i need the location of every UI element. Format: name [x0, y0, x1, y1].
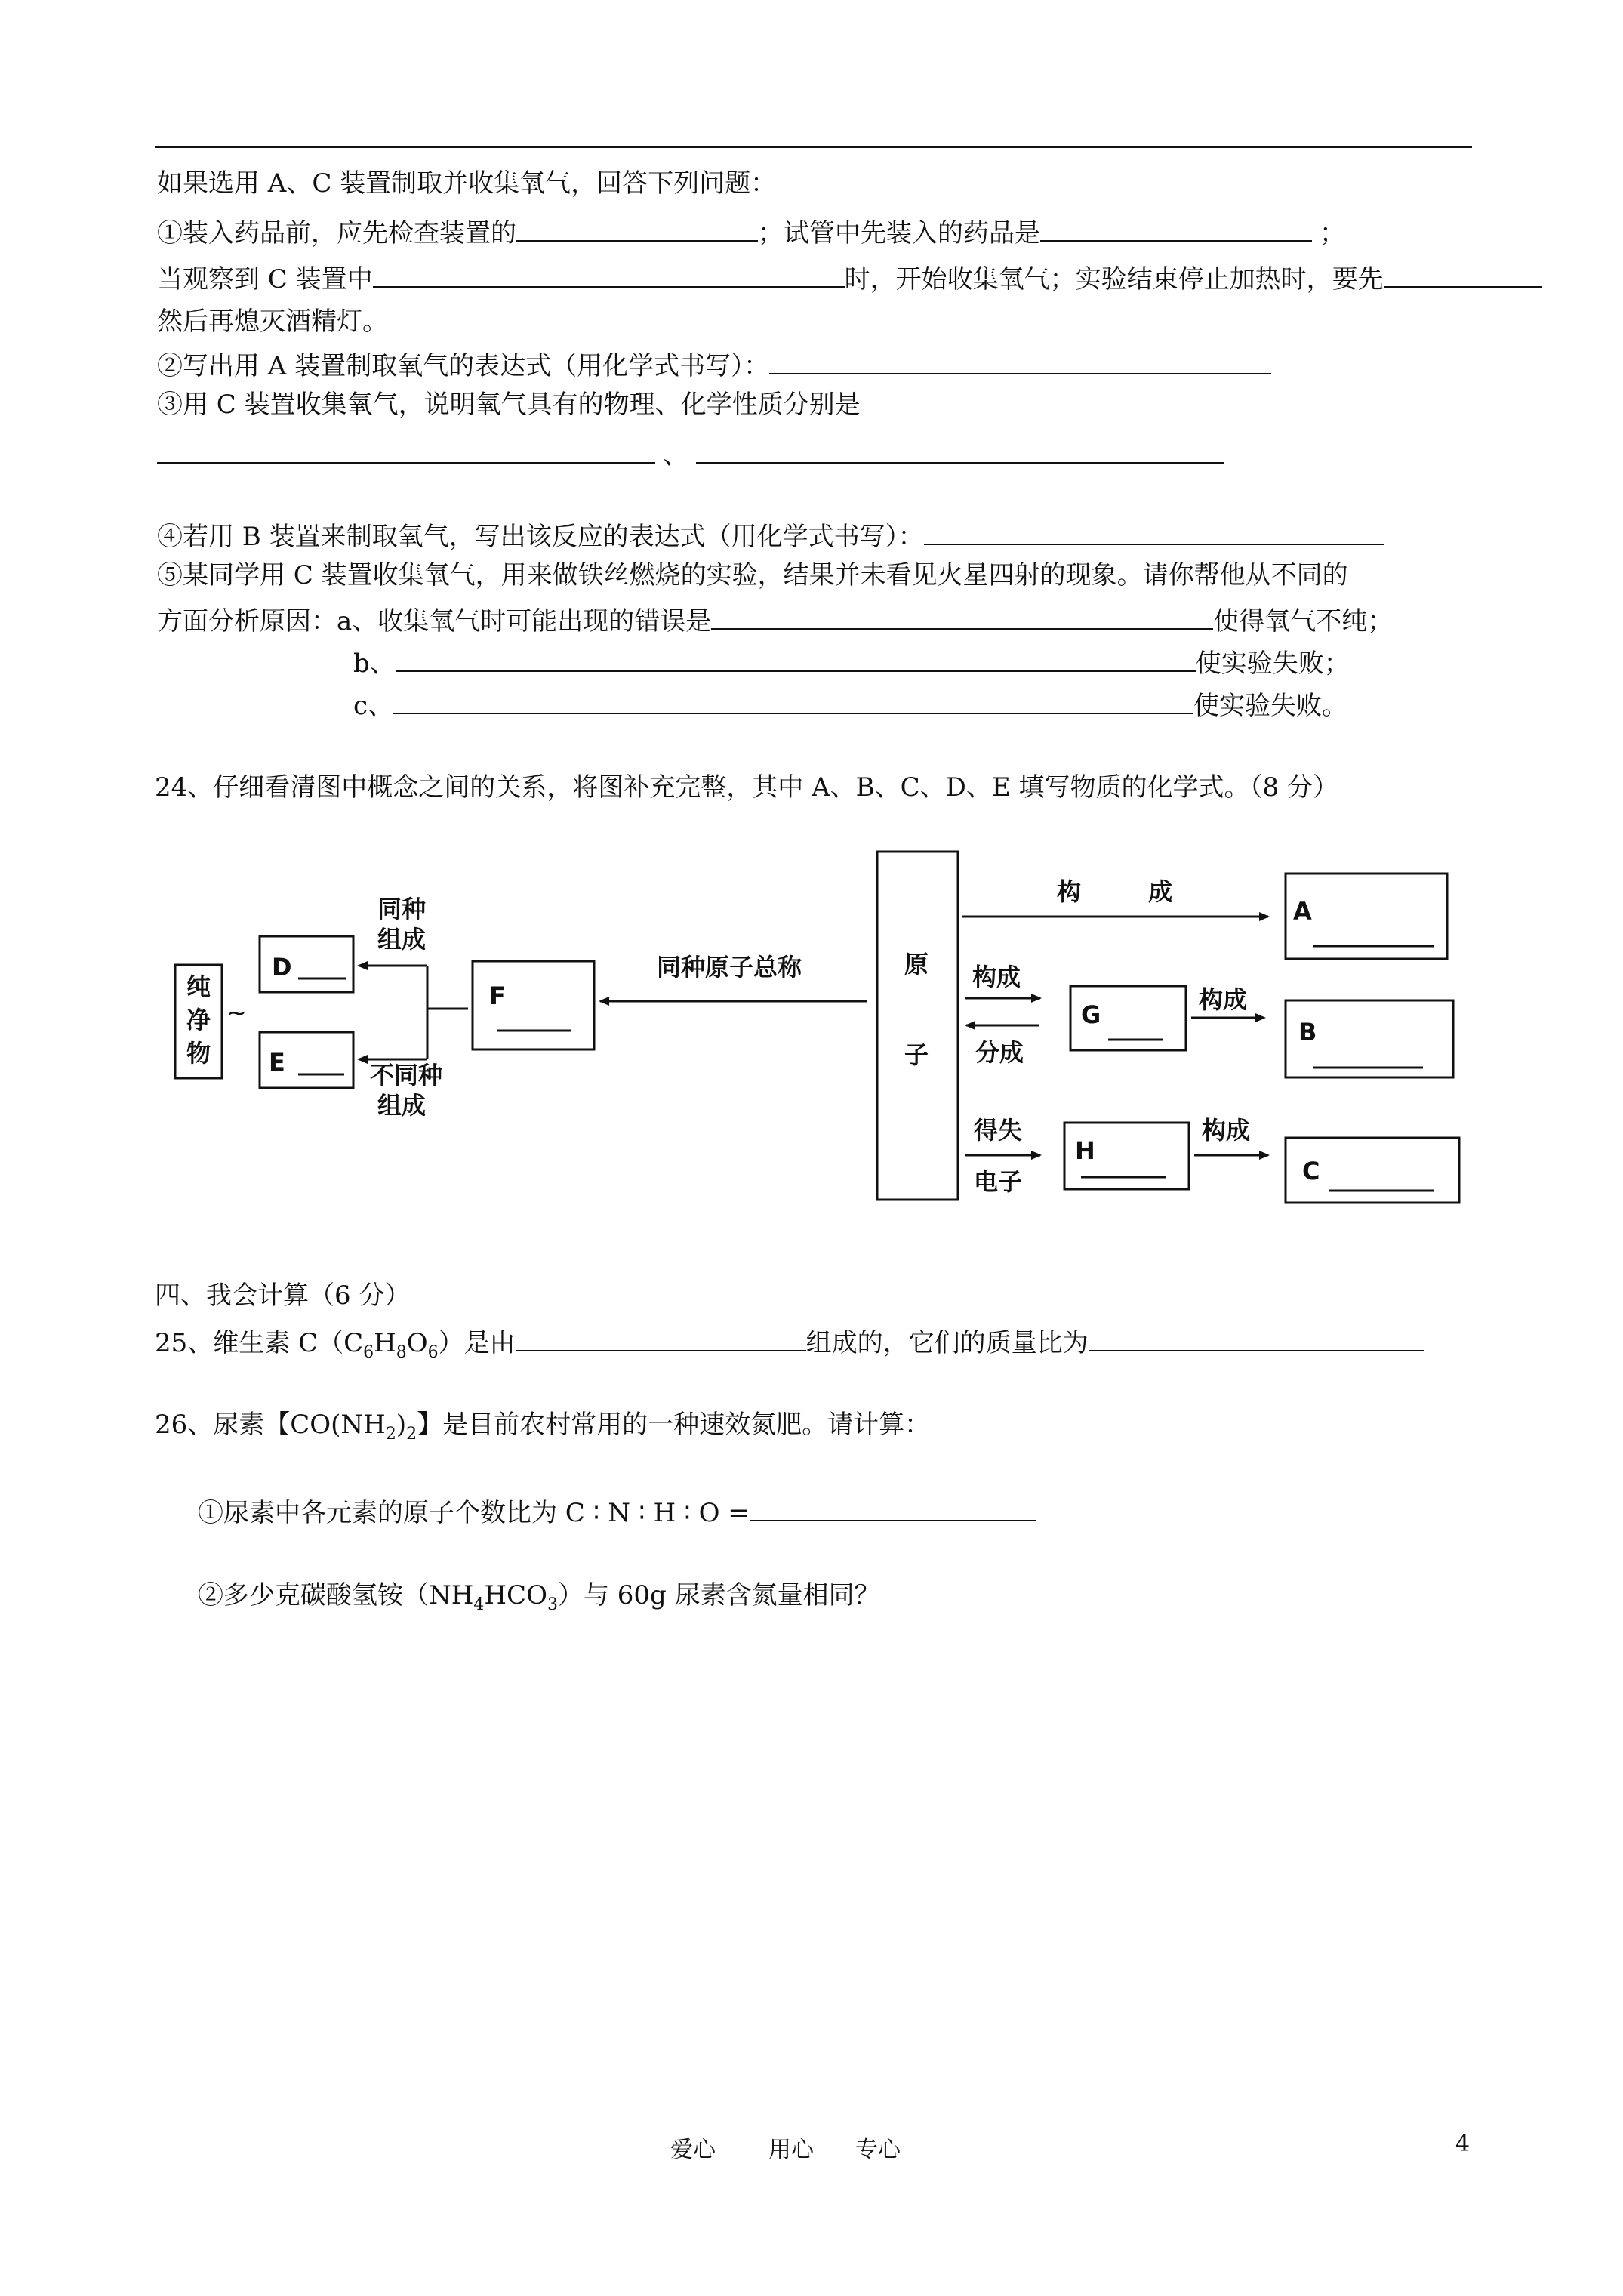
diff-kind-bottom: 组成: [377, 1091, 427, 1120]
label-f: F: [489, 982, 506, 1010]
label-d: D: [272, 953, 292, 982]
atom-bottom: 子: [904, 1040, 929, 1069]
page-number: 4: [1455, 2131, 1471, 2157]
diff-kind-top: 不同种: [370, 1061, 443, 1089]
q24-title: 24、仔细看清图中概念之间的关系，将图补充完整，其中 A、B、C、D、E 填写物质的化学式。（8 分）: [155, 772, 1338, 803]
label-c: C: [1302, 1157, 1320, 1185]
label-b: B: [1298, 1018, 1317, 1046]
compose-to-c-label: 构成: [1202, 1116, 1251, 1145]
q25: 25、维生素 $C(C_6H_8O_6)$是由 组成的，它们的质量比为: [155, 1323, 1424, 1370]
answer-blank[interactable]: [516, 1323, 806, 1351]
gain-lose-bottom: 电子: [974, 1167, 1023, 1196]
pure-tilde: ~: [226, 998, 247, 1027]
label-e: E: [269, 1048, 285, 1077]
q23-line3: 然后再熄灭酒精灯。: [157, 307, 388, 337]
q23-line9: 方面分析原因：a、收集氧气时可能出现的错误是 使得氧气不纯；: [157, 601, 1393, 638]
q26: 26、尿素【$CO(NH_2)_2$】是目前农村常用的一种速效氮肥。请计算：: [155, 1410, 931, 1444]
footer-word-3: 专心: [855, 2137, 901, 2163]
q23-line4: ②写出用 A 装置制取氧气的表达式（用化学式书写）：: [157, 346, 1271, 383]
atom-top: 原: [904, 950, 929, 978]
q23-intro: 如果选用 A、C 装置制取并收集氧气，回答下列问题：: [157, 168, 777, 199]
same-atom-label: 同种原子总称: [657, 953, 802, 982]
atom-box: [877, 852, 958, 1200]
q23-line7: ④若用 B 装置来制取氧气，写出该反应的表达式（用化学式书写）：: [157, 516, 1384, 553]
q23-line5: ③用 C 装置收集氧气，说明氧气具有的物理、化学性质分别是: [157, 390, 861, 420]
same-kind-top: 同种: [377, 895, 427, 923]
pure-label-1: 纯: [186, 972, 211, 1001]
compose-to-g-label: 构成: [972, 963, 1021, 991]
pure-label-3: 物: [186, 1039, 211, 1068]
footer-word-1: 爱心: [670, 2137, 716, 2163]
q23-line11: c、 使实验失败。: [353, 686, 1347, 723]
q26-part1: ①尿素中各元素的原子个数比为 C ∶ N ∶ H ∶ O =: [198, 1493, 1036, 1530]
same-kind-bottom: 组成: [377, 925, 427, 954]
q23-line10: b、 使实验失败；: [353, 643, 1350, 680]
section-4-title: 四、我会计算（6 分）: [155, 1281, 411, 1311]
q23-line2: 当观察到 C 装置中 时，开始收集氧气；实验结束停止加热时，要先: [157, 259, 1542, 296]
pure-label-2: 净: [186, 1006, 211, 1034]
label-a: A: [1293, 897, 1312, 926]
footer-word-2: 用心: [768, 2137, 814, 2163]
q23-line8: ⑤某同学用 C 装置收集氧气，用来做铁丝燃烧的实验，结果并未看见火星四射的现象。请你帮他从不同的: [157, 560, 1348, 590]
q23-line6: 、: [157, 435, 1224, 472]
label-h: H: [1075, 1136, 1095, 1165]
answer-blank[interactable]: [750, 1493, 1036, 1521]
compose-top-label: 构 成: [1057, 877, 1173, 906]
label-g: G: [1081, 1000, 1101, 1029]
split-label: 分成: [975, 1038, 1024, 1067]
q23-line1: ①装入药品前，应先检查装置的 ；试管中先装入的药品是 ；: [157, 213, 1345, 250]
answer-blank[interactable]: [1089, 1323, 1424, 1351]
gain-lose-top: 得失: [974, 1116, 1023, 1145]
compose-to-b-label: 构成: [1199, 985, 1248, 1014]
q26-part2: ②多少克碳酸氢铵$(NH_4HCO_3)$与 60g 尿素含氮量相同？: [198, 1580, 880, 1614]
